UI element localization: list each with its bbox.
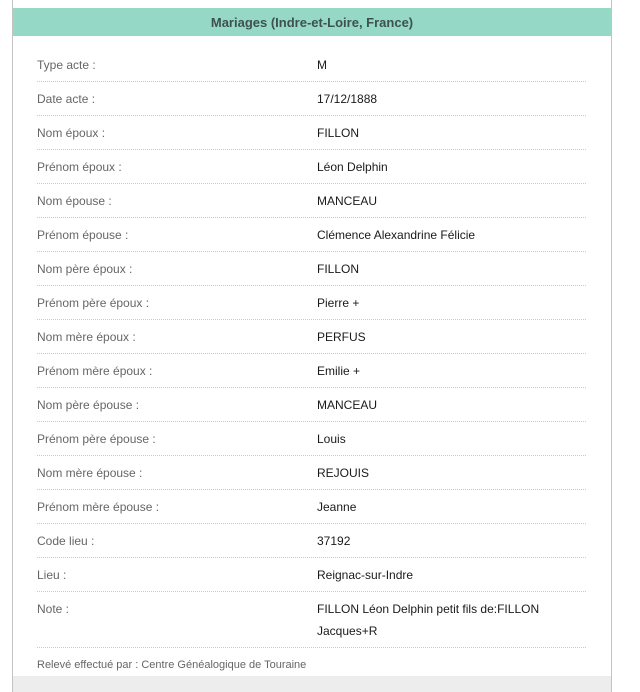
record-row [37, 558, 586, 592]
record-row [37, 388, 586, 422]
field-label: Code lieu : [37, 534, 95, 548]
field-label: Nom épouse : [37, 194, 112, 208]
record-row [37, 218, 586, 252]
field-value: 17/12/1888 [317, 92, 378, 106]
page-title: Mariages (Indre-et-Loire, France) [210, 14, 414, 30]
source-line: Relevé effectué par : Centre Généalogique de Touraine [37, 659, 307, 671]
field-label: Prénom père époux : [37, 296, 150, 310]
field-label: Prénom mère époux : [37, 364, 153, 378]
record-row [37, 592, 586, 648]
field-label: Date acte : [37, 92, 96, 106]
field-label: Prénom mère épouse : [37, 500, 160, 514]
record-row [37, 48, 586, 82]
field-value: Reignac-sur-Indre [317, 568, 414, 582]
field-label: Nom père époux : [37, 262, 133, 276]
field-label: Note : [37, 602, 70, 616]
field-label: Nom père épouse : [37, 398, 140, 412]
record-header [13, 8, 611, 36]
record-rows [13, 36, 611, 672]
field-label: Prénom père épouse : [37, 432, 156, 446]
record-row [37, 286, 586, 320]
field-label: Prénom épouse : [37, 228, 129, 242]
field-value: M [317, 58, 327, 72]
record-row [37, 184, 586, 218]
record-row [37, 354, 586, 388]
record-row [37, 252, 586, 286]
record-row [37, 116, 586, 150]
field-value: MANCEAU [317, 194, 378, 208]
field-value: REJOUIS [317, 466, 370, 480]
field-value: 37192 [317, 534, 351, 548]
record-row [37, 150, 586, 184]
field-value: FILLON Léon Delphin petit fils de:FILLON Jacques+R [317, 602, 540, 638]
field-label: Nom mère époux : [37, 330, 136, 344]
record-card [12, 0, 612, 692]
field-value: Jeanne [317, 500, 357, 514]
record-row [37, 490, 586, 524]
field-value: FILLON [317, 262, 360, 276]
field-value: Léon Delphin [317, 160, 388, 174]
field-value: Emilie + [317, 364, 361, 378]
field-value: MANCEAU [317, 398, 378, 412]
field-value: Clémence Alexandrine Félicie [317, 228, 476, 242]
field-label: Nom mère épouse : [37, 466, 143, 480]
record-row [37, 82, 586, 116]
field-value: Pierre + [317, 296, 360, 310]
field-value: Louis [317, 432, 346, 446]
record-row [37, 456, 586, 490]
field-value: PERFUS [317, 330, 366, 344]
footer-strip [13, 676, 611, 692]
record-row [37, 320, 586, 354]
field-label: Lieu : [37, 568, 67, 582]
field-label: Type acte : [37, 58, 96, 72]
field-label: Nom époux : [37, 126, 106, 140]
record-row [37, 524, 586, 558]
field-value: FILLON [317, 126, 360, 140]
field-label: Prénom époux : [37, 160, 122, 174]
record-row [37, 422, 586, 456]
